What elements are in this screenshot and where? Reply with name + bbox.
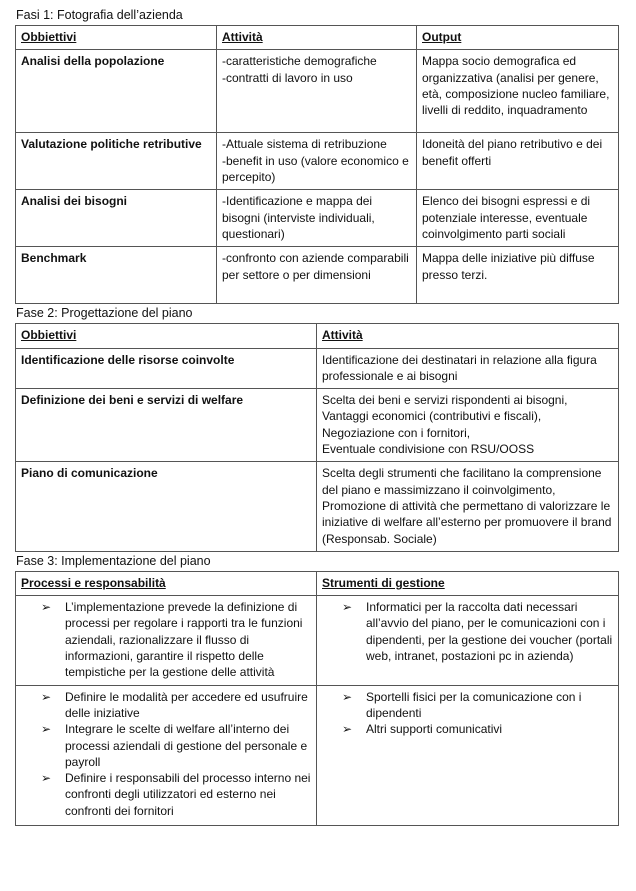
phase2-table xyxy=(15,323,619,552)
activity-line: -Attuale sistema di retribuzione xyxy=(222,137,387,152)
activity-line: Promozione di attività che permettano di valorizzare le iniziative di welfare all’esterno per promuovere il brand (Responsab. Sociale) xyxy=(322,498,612,546)
table-row xyxy=(16,596,619,685)
list-item: ➢ Integrare le scelte di welfare all’interno dei processi aziendali di gestione del personale e payroll xyxy=(41,722,308,769)
activity-cell xyxy=(317,348,619,389)
arrowhead-bullet-icon: ➢ xyxy=(41,771,52,786)
table-row xyxy=(16,462,619,551)
activity-cell xyxy=(217,190,417,247)
column-header-activities: Attività xyxy=(317,324,619,348)
output-cell: Mappa delle iniziative più diffuse presso terzi. xyxy=(417,247,619,304)
list-item: ➢ Sportelli fisici per la comunicazione con i dipendenti xyxy=(342,689,582,720)
objective-cell: Identificazione delle risorse coinvolte xyxy=(16,348,317,389)
activity-line: Negoziazione con i fornitori, xyxy=(322,425,471,440)
activity-line: Scelta degli strumenti che facilitano la comprensione del piano e massimizzano il coinvolgimento, xyxy=(322,466,602,497)
column-header-output: Output xyxy=(417,26,619,50)
objective-cell: Analisi della popolazione xyxy=(16,50,217,133)
table-row xyxy=(16,685,619,825)
activity-line: -benefit in uso (valore economico e percepito) xyxy=(222,153,409,184)
table-row xyxy=(16,389,619,462)
document-page xyxy=(15,8,618,828)
activity-cell xyxy=(217,133,417,190)
activity-cell xyxy=(217,50,417,133)
phase2-title: Fase 2: Progettazione del piano xyxy=(16,306,193,321)
table-row xyxy=(16,50,619,133)
list-item: ➢ Definire le modalità per accedere ed usufruire delle iniziative xyxy=(41,689,308,720)
activity-line: Identificazione dei destinatari in relazione alla figura professionale e ai bisogni xyxy=(322,352,597,383)
activity-cell xyxy=(217,247,417,304)
table-row xyxy=(16,190,619,247)
phase2-header-row xyxy=(16,324,619,348)
arrowhead-bullet-icon: ➢ xyxy=(41,689,52,704)
arrowhead-bullet-icon: ➢ xyxy=(41,600,52,615)
column-header-processes: Processi e responsabilità xyxy=(16,571,317,595)
activity-cell xyxy=(317,389,619,462)
phase1-table xyxy=(15,25,619,304)
column-header-activities: Attività xyxy=(217,26,417,50)
column-header-objectives: Obbiettivi xyxy=(16,324,317,348)
activity-line: Vantaggi economici (contributivi e fiscali), xyxy=(322,409,542,424)
table-row xyxy=(16,348,619,389)
objective-cell: Valutazione politiche retributive xyxy=(16,133,217,190)
table-row xyxy=(16,247,619,304)
phase3-title: Fase 3: Implementazione del piano xyxy=(16,553,211,568)
column-header-tools: Strumenti di gestione xyxy=(317,571,619,595)
processes-cell xyxy=(16,685,317,825)
output-cell: Idoneità del piano retributivo e dei benefit offerti xyxy=(417,133,619,190)
tools-cell xyxy=(317,596,619,685)
objective-cell: Benchmark xyxy=(16,247,217,304)
activity-line: -contratti di lavoro in uso xyxy=(222,70,353,85)
column-header-objectives: Obbiettivi xyxy=(16,26,217,50)
objective-cell: Piano di comunicazione xyxy=(16,462,317,551)
arrowhead-bullet-icon: ➢ xyxy=(342,689,353,704)
activity-line: Eventuale condivisione con RSU/OOSS xyxy=(322,442,535,457)
phase1-title: Fasi 1: Fotografia dell’azienda xyxy=(16,8,183,22)
phase3-table xyxy=(15,571,619,826)
tools-cell xyxy=(317,685,619,825)
objective-cell: Analisi dei bisogni xyxy=(16,190,217,247)
objective-cell: Definizione dei beni e servizi di welfare xyxy=(16,389,317,462)
list-item: ➢ Informatici per la raccolta dati necessari all’avvio del piano, per le comunicazioni con i dipendenti, per la gestione dei voucher (portali web, intranet, postazioni pc in azienda) xyxy=(342,600,613,664)
list-item: ➢ Definire i responsabili del processo interno nei confronti degli utilizzatori ed esterno nei confronti dei fornitori xyxy=(41,771,311,818)
processes-cell xyxy=(16,596,317,685)
activity-line: -caratteristiche demografiche xyxy=(222,54,377,69)
output-cell: Elenco dei bisogni espressi e di potenziale interesse, eventuale coinvolgimento parti sociali xyxy=(417,190,619,247)
table-row xyxy=(16,133,619,190)
activity-line: -confronto con aziende comparabili per settore o per dimensioni xyxy=(222,251,409,282)
phase3-header-row xyxy=(16,571,619,595)
list-item: ➢ L’implementazione prevede la definizione di processi per regolare i rapporti tra le funzioni aziendali, razionalizzare il flusso di informazioni, garantire il rispetto delle tempistiche per la gestione delle attività xyxy=(41,600,303,680)
arrowhead-bullet-icon: ➢ xyxy=(342,722,353,737)
activity-cell xyxy=(317,462,619,551)
arrowhead-bullet-icon: ➢ xyxy=(342,600,353,615)
list-item: ➢ Altri supporti comunicativi xyxy=(342,722,503,737)
phase1-header-row xyxy=(16,26,619,50)
activity-line: Scelta dei beni e servizi rispondenti ai bisogni, xyxy=(322,393,568,408)
arrowhead-bullet-icon: ➢ xyxy=(41,722,52,737)
output-cell: Mappa socio demografica ed organizzativa (analisi per genere, età, composizione nucleo familiare, livelli di reddito, inquadramento xyxy=(417,50,619,133)
activity-line: -Identificazione e mappa dei bisogni (interviste individuali, questionari) xyxy=(222,194,375,241)
